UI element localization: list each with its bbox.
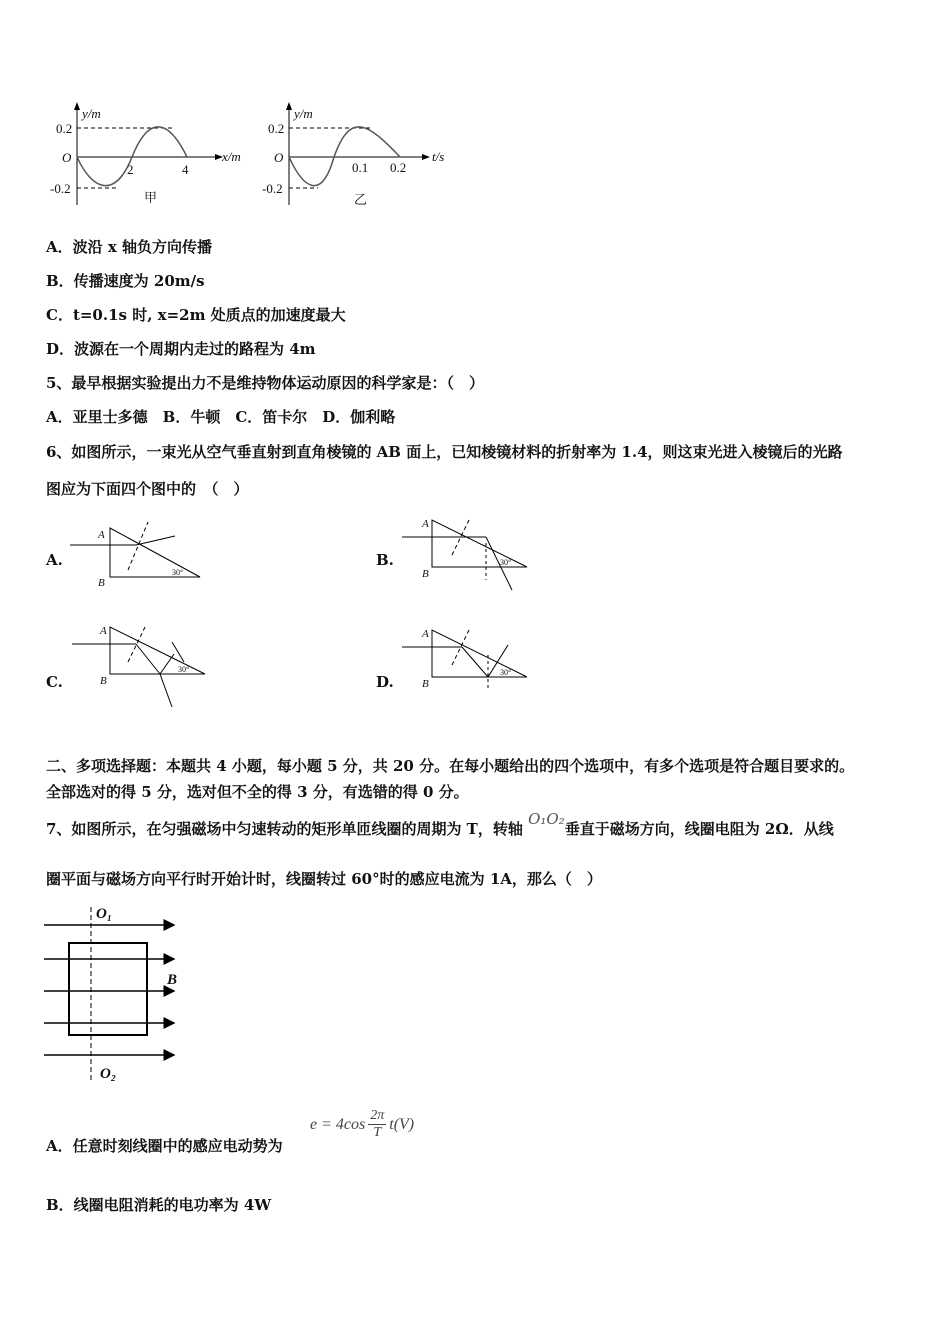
q4-option-c: C．t=0.1s 时, x=2m 处质点的加速度最大 — [46, 306, 346, 324]
vertex-b: B — [422, 568, 429, 580]
q4-option-b: B．传播速度为 20m/s — [46, 272, 205, 290]
angle-label: 30° — [500, 558, 512, 567]
caption: 甲 — [144, 190, 158, 205]
wave-graph-left — [40, 100, 250, 210]
prism-diagram-c — [72, 622, 212, 712]
angle-label: 30° — [500, 668, 512, 677]
q4-option-a: A．波沿 x 轴负方向传播 — [46, 238, 213, 256]
vertex-a: A — [100, 625, 107, 637]
tick: -0.2 — [50, 181, 71, 196]
q7-text: 垂直于磁场方向，线圈电阻为 2Ω．从线 — [564, 820, 834, 838]
q7-option-a: A．任意时刻线圈中的感应电动势为 — [46, 1137, 283, 1155]
formula-fraction — [368, 1108, 386, 1141]
emf-formula — [310, 1108, 414, 1141]
axis-label-o2: O₂ — [100, 1066, 117, 1082]
axis-symbol: O₁O₂ — [528, 810, 565, 828]
tick: 0.2 — [268, 121, 285, 136]
prism-diagram-b — [402, 515, 542, 595]
y-axis-label: y/m — [294, 106, 313, 121]
prism-diagram-d — [402, 625, 542, 700]
caption: 乙 — [354, 192, 368, 207]
q5-options: A．亚里士多德 B．牛顿 C．笛卡尔 D．伽利略 — [46, 408, 396, 426]
fraction-numerator: 2π — [370, 1108, 385, 1123]
angle-label: 30° — [172, 568, 184, 577]
tick: -0.2 — [262, 181, 283, 196]
tick: 0.2 — [56, 121, 73, 136]
formula-text: e = 4cos — [310, 1115, 366, 1133]
x-axis-label: x/m — [222, 149, 241, 164]
q5-stem: 5、最早根据实验提出力不是维持物体运动原因的科学家是：（ ） — [46, 374, 484, 392]
vertex-b: B — [98, 577, 105, 589]
vertex-a: A — [422, 628, 429, 640]
formula-tail: t(V) — [389, 1115, 415, 1133]
q6-option-a-label: A. — [46, 551, 63, 569]
fraction-denominator: T — [373, 1125, 382, 1140]
tick: 2 — [127, 162, 134, 177]
vertex-b: B — [100, 675, 107, 687]
q7-stem-line1 — [46, 810, 834, 839]
q7-option-b: B．线圈电阻消耗的电功率为 4W — [46, 1196, 272, 1214]
section2-header-line2: 全部选对的得 5 分，选对但不全的得 3 分，有选错的得 0 分。 — [46, 783, 469, 801]
q6-stem-line2: 图应为下面四个图中的 （ ） — [46, 480, 249, 498]
field-label-b: B — [167, 972, 178, 988]
q6-stem-line1: 6、如图所示，一束光从空气垂直射到直角棱镜的 AB 面上，已知棱镜材料的折射率为 1.4，则这束光进入棱镜后的光路 — [46, 443, 843, 461]
tick: 4 — [182, 162, 189, 177]
q4-option-d: D．波源在一个周期内走过的路程为 4m — [46, 340, 316, 358]
section2-header-line1: 二、多项选择题：本题共 4 小题，每小题 5 分，共 20 分。在每小题给出的四个选项中，有多个选项是符合题目要求的。 — [46, 757, 855, 775]
tick: 0.2 — [390, 160, 407, 175]
q7-text: 7、如图所示，在匀强磁场中匀速转动的矩形单匝线圈的周期为 T，转轴 — [46, 820, 523, 838]
q6-option-c-label: C. — [46, 673, 63, 691]
vertex-a: A — [422, 518, 429, 530]
q6-option-b-label: B. — [376, 551, 394, 569]
angle-label: 30° — [178, 665, 190, 674]
q7-stem-line2: 圈平面与磁场方向平行时开始计时，线圈转过 60°时的感应电流为 1A，那么（ ） — [46, 870, 602, 888]
y-axis-label: y/m — [82, 106, 101, 121]
prism-diagram-a — [70, 520, 210, 590]
coil-in-magnetic-field-diagram — [44, 902, 194, 1087]
origin: O — [274, 150, 284, 165]
origin: O — [62, 150, 72, 165]
q6-option-d-label: D. — [376, 673, 394, 691]
vertex-a: A — [98, 529, 105, 541]
axis-label-o1: O₁ — [96, 906, 113, 922]
tick: 0.1 — [352, 160, 369, 175]
vertex-b: B — [422, 678, 429, 690]
x-axis-label: t/s — [432, 149, 445, 164]
wave-graph-right — [252, 100, 462, 210]
